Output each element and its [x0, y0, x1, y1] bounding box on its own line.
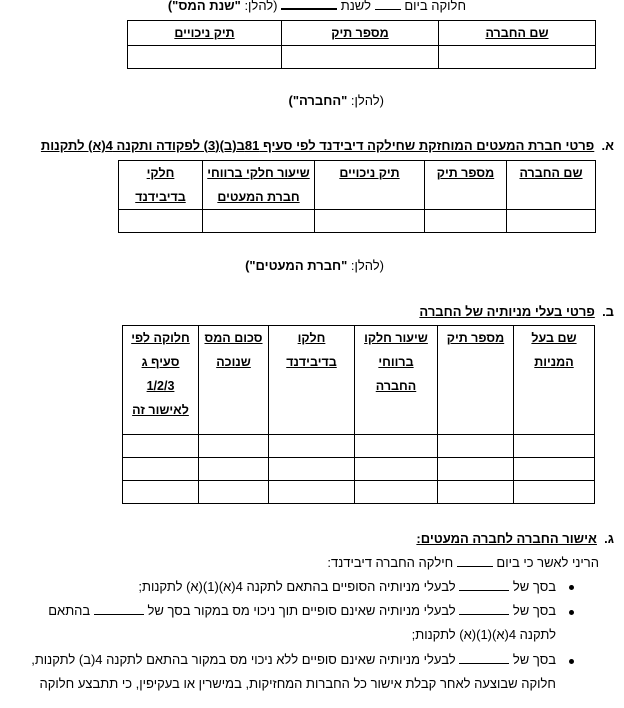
family-company-table [118, 160, 596, 233]
header-deductions-file: תיק ניכויים [128, 21, 282, 46]
table-cell[interactable] [514, 435, 595, 458]
header-distribution-clause: חלוקה לפי סעיף ג 1/2/3 לאישור זה [123, 326, 199, 435]
date-blank[interactable] [375, 0, 401, 10]
intro-text-1: הריני לאשר כי ביום [496, 555, 599, 570]
section-c-title: אישור החברה לחברה המעטים: [416, 531, 597, 546]
table-cell[interactable] [199, 481, 269, 504]
header-file-number: מספר תיק [425, 161, 507, 210]
table-cell[interactable] [438, 458, 514, 481]
file-number-cell[interactable] [425, 210, 507, 233]
table-cell[interactable] [514, 458, 595, 481]
amount-prefix: בסך של [512, 579, 556, 594]
section-c-letter: ג. [604, 531, 614, 546]
table-row [123, 435, 595, 458]
distribution-line [168, 0, 466, 14]
bullet-item-2-cont [412, 627, 556, 642]
bullet-text: לבעלי מניותיה הסופיים בהתאם לתקנה 4(א)(1)(א) לתקנות; [138, 579, 456, 594]
deductions-file-cell[interactable] [128, 46, 282, 69]
amount-blank[interactable] [459, 579, 509, 591]
bullet-icon [569, 659, 574, 664]
file-number-cell[interactable] [282, 46, 439, 69]
intro-text-2: חילקה החברה דיבידנד: [327, 555, 454, 570]
bullet-text: לבעלי מניותיה שאינם סופיים ללא ניכוי מס במקור בהתאם לתקנה 4(ב) לתקנות, [31, 652, 456, 667]
bullet-item-3 [31, 652, 556, 667]
bullet-item-2 [48, 603, 556, 618]
header-deductions-file: תיק ניכויים [315, 161, 425, 210]
for-year-label: לשנת [340, 0, 372, 13]
section-a-heading [41, 138, 614, 153]
amount-prefix: בסך של [512, 652, 556, 667]
withheld-amount-blank[interactable] [94, 603, 144, 615]
header-dividend-share: חלקי בדיבידנד [119, 161, 203, 210]
bullet-continuation: לתקנה 4(א)(1)(א) לתקנות; [411, 627, 556, 642]
header-company-name: שם החברה [507, 161, 596, 210]
company-table [127, 20, 596, 69]
company-name-cell[interactable] [507, 210, 596, 233]
header-profit-share-rate: שיעור חלקו ברווחי החברה [355, 326, 438, 435]
amount-blank[interactable] [459, 603, 509, 615]
table-cell[interactable] [438, 435, 514, 458]
company-name-cell[interactable] [439, 46, 596, 69]
date-blank[interactable] [457, 555, 493, 567]
distributed-on-label: חלוקה ביום [404, 0, 466, 13]
hereinafter-label: (להלן: [244, 0, 278, 13]
table-cell[interactable] [355, 458, 438, 481]
bullet-icon [569, 610, 574, 615]
section-b-title: פרטי בעלי מניותיה של החברה [419, 304, 595, 319]
hereinafter-label: (להלן: [350, 93, 384, 108]
header-tax-withheld: סכום המס שנוכה [199, 326, 269, 435]
section-b-letter: ב. [602, 304, 614, 319]
table-cell[interactable] [269, 481, 355, 504]
bullet-suffix: בהתאם [48, 603, 91, 618]
family-term-line [245, 258, 384, 274]
table-row [123, 481, 595, 504]
table-row [123, 458, 595, 481]
section-c-intro [327, 555, 599, 571]
header-profit-share-rate: שיעור חלקי ברווחי חברת המעטים [203, 161, 315, 210]
amount-blank[interactable] [459, 652, 509, 664]
table-cell[interactable] [269, 458, 355, 481]
bullet-item-3-cont [40, 676, 556, 691]
profit-share-rate-cell[interactable] [203, 210, 315, 233]
table-cell[interactable] [123, 435, 199, 458]
table-cell[interactable] [438, 481, 514, 504]
table-cell[interactable] [199, 435, 269, 458]
section-a-letter: א. [601, 138, 614, 153]
header-dividend-share: חלקו בדיבידנד [269, 326, 355, 435]
header-shareholder-name: שם בעל המניות [514, 326, 595, 435]
bullet-text: לבעלי מניותיה שאינם סופיים תוך ניכוי מס במקור בסך של [147, 603, 456, 618]
header-file-number: מספר תיק [282, 21, 439, 46]
header-file-number: מספר תיק [438, 326, 514, 435]
bullet-item-1 [138, 579, 556, 594]
section-c-heading [416, 531, 614, 546]
tax-year-term: "שנת המס") [167, 0, 241, 13]
amount-prefix: בסך של [512, 603, 556, 618]
table-cell[interactable] [355, 481, 438, 504]
dividend-share-cell[interactable] [119, 210, 203, 233]
table-cell[interactable] [355, 435, 438, 458]
section-a-title: פרטי חברת המעטים המוחזקת שחילקה דיבידנד לפי סעיף 81ב(ב)(3) לפקודה ותקנה 4(א) לתקנות [40, 138, 595, 153]
deductions-file-cell[interactable] [315, 210, 425, 233]
year-blank[interactable] [281, 0, 337, 10]
table-cell[interactable] [514, 481, 595, 504]
bullet-continuation: חלוקה שבוצעה לאחר קבלת אישור כל החברות המחזיקות, במישרין או בעקיפין, כי תתבצע חלוקה [39, 676, 556, 691]
family-company-term: "חברת המעטים") [245, 258, 348, 273]
hereinafter-label: (להלן: [350, 258, 384, 273]
table-cell[interactable] [123, 481, 199, 504]
company-term-line [289, 93, 384, 109]
company-term: "החברה") [288, 93, 348, 108]
table-cell[interactable] [199, 458, 269, 481]
shareholders-table [122, 325, 595, 504]
header-company-name: שם החברה [439, 21, 596, 46]
table-cell[interactable] [123, 458, 199, 481]
table-cell[interactable] [269, 435, 355, 458]
bullet-icon [569, 585, 574, 590]
section-b-heading [419, 304, 614, 319]
